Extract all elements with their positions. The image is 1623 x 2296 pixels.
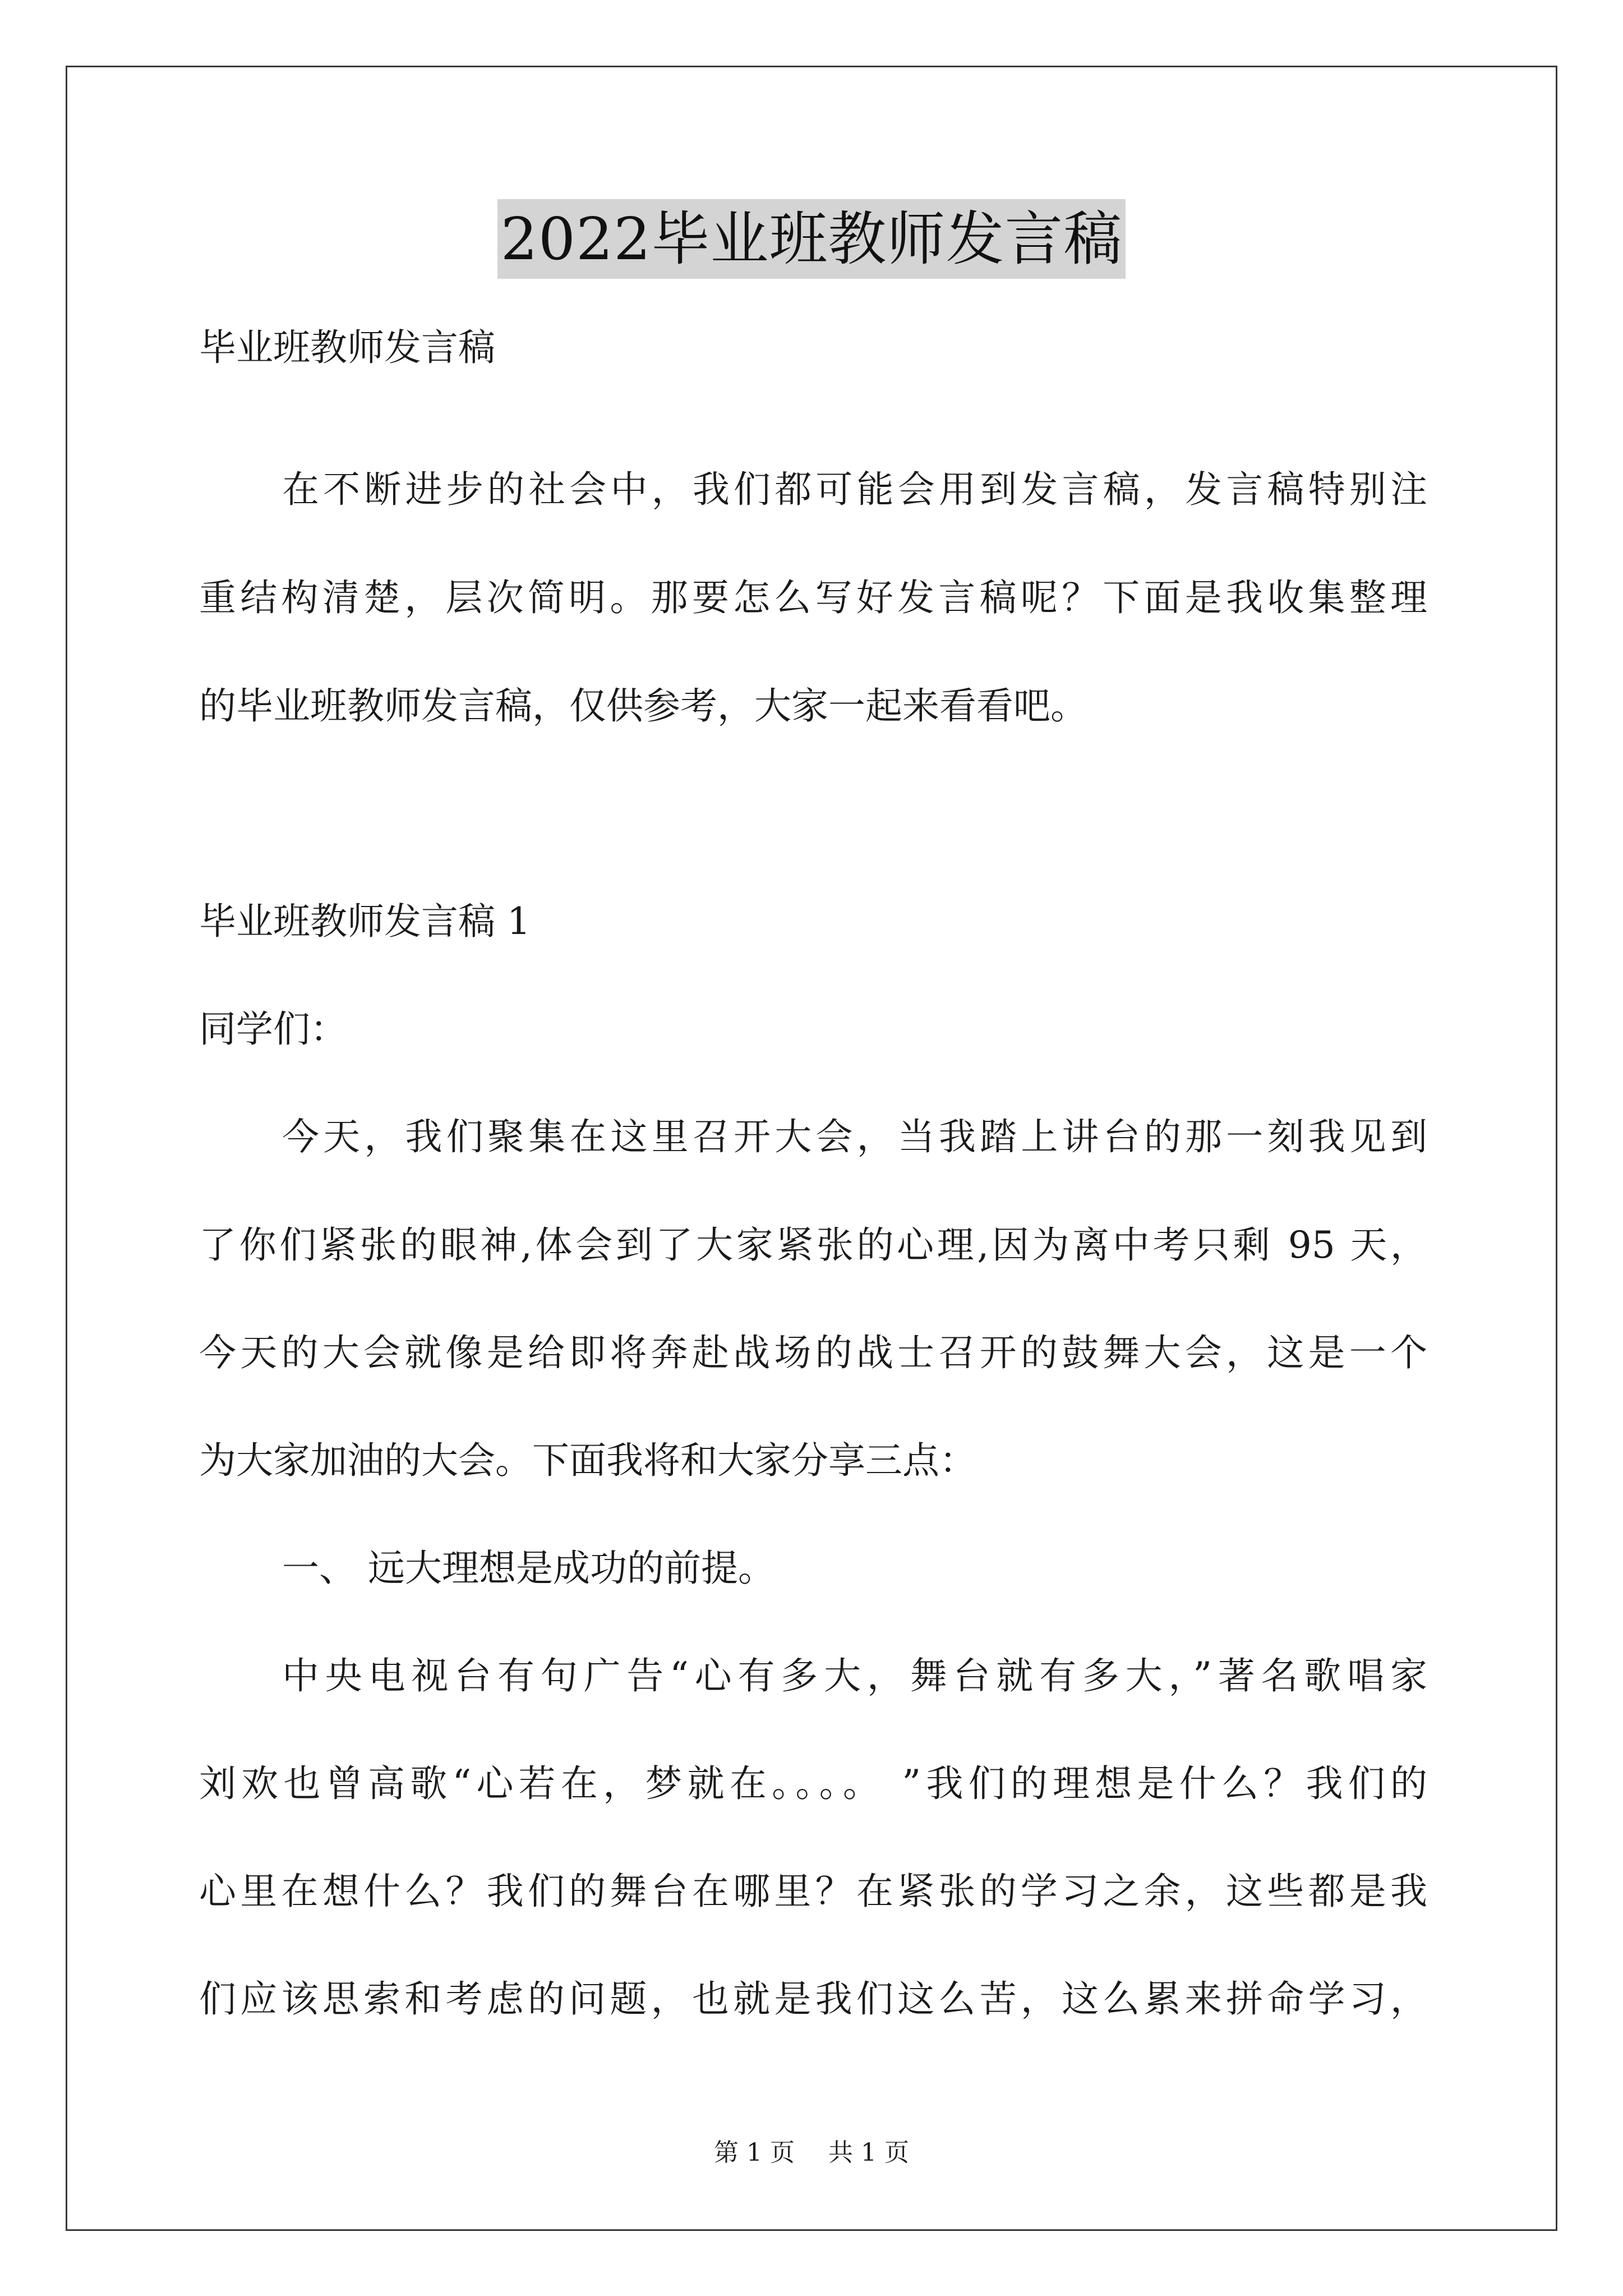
paragraph-line: 中央电视台有句广告“心有多大，舞台就有多大，”著名歌唱家 <box>282 1654 1427 1697</box>
page-footer <box>0 2137 1623 2169</box>
point-heading: 一、 远大理想是成功的前提。 <box>282 1547 775 1590</box>
paragraph-line: 刘欢也曾高歌“心若在，梦就在。。。。 ”我们的理想是什么？我们的 <box>199 1762 1427 1805</box>
paragraph-line: 在不断进步的社会中，我们都可能会用到发言稿，发言稿特别注 <box>282 468 1427 511</box>
paragraph-line: 重结构清楚，层次简明。那要怎么写好发言稿呢？下面是我收集整理 <box>199 576 1427 619</box>
section-heading: 毕业班教师发言稿 1 <box>199 900 531 943</box>
paragraph-line: 的毕业班教师发言稿，仅供参考，大家一起来看看吧。 <box>199 684 1087 728</box>
document-title: 2022毕业班教师发言稿 <box>497 199 1126 279</box>
title-container <box>0 199 1623 279</box>
paragraph-line: 今天，我们聚集在这里召开大会，当我踏上讲台的那一刻我见到 <box>282 1115 1427 1158</box>
paragraph-line: 们应该思索和考虑的问题，也就是我们这么苦，这么累来拼命学习， <box>199 1977 1427 2021</box>
paragraph-line: 为大家加油的大会。下面我将和大家分享三点： <box>199 1439 976 1482</box>
paragraph-line: 心里在想什么？我们的舞台在哪里？在紧张的学习之余，这些都是我 <box>199 1870 1427 1913</box>
salutation: 同学们： <box>199 1007 347 1051</box>
paragraph-line: 今天的大会就像是给即将奔赴战场的战士召开的鼓舞大会，这是一个 <box>199 1331 1427 1374</box>
paragraph-line: 了你们紧张的眼神,体会到了大家紧张的心理,因为离中考只剩 95 天， <box>199 1223 1427 1267</box>
page-total: 共 1 页 <box>828 2138 909 2167</box>
subtitle: 毕业班教师发言稿 <box>199 326 495 369</box>
page-number: 第 1 页 <box>714 2138 795 2167</box>
